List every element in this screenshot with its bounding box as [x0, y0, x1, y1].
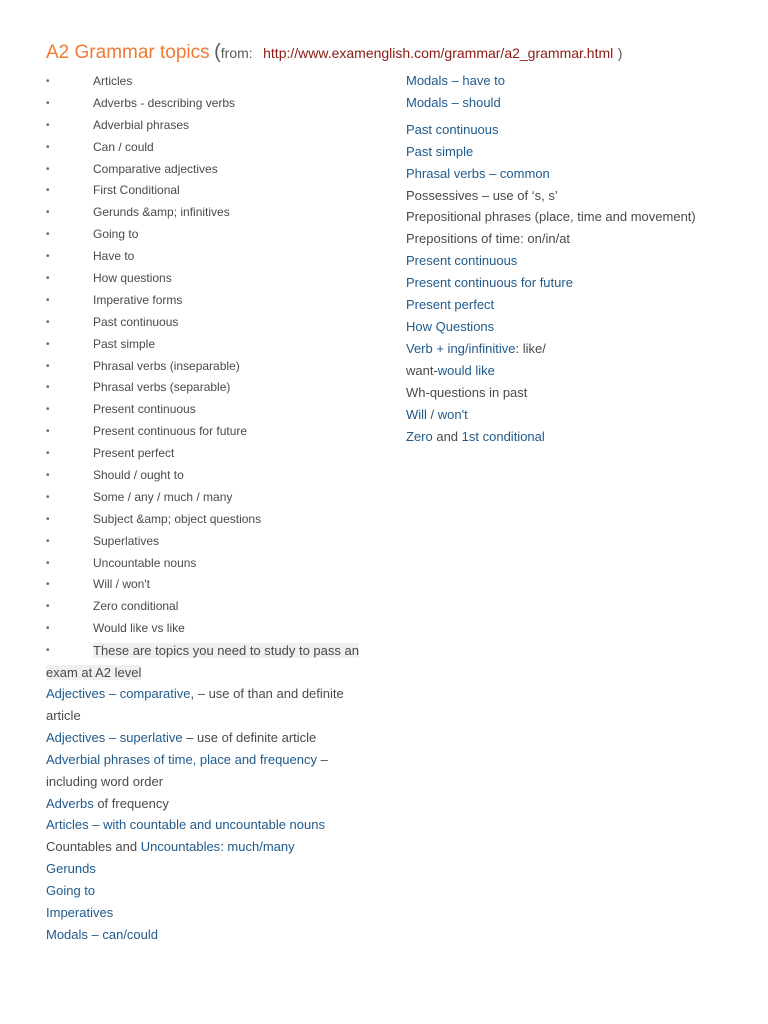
past-simple-link[interactable]: Past simple — [406, 143, 474, 159]
bullet-item — [46, 224, 366, 246]
bullet-item — [46, 487, 366, 509]
bullet-icon: • — [46, 97, 50, 109]
adverbial-phrases-link[interactable]: Adverbial phrases of time, place and frequency — [46, 751, 317, 767]
bullet-icon: • — [46, 141, 50, 153]
bullet-item — [46, 356, 366, 378]
bullet-item — [46, 115, 366, 137]
present-perfect-link[interactable]: Present perfect — [406, 297, 495, 313]
bullet-text: Present perfect — [93, 446, 175, 461]
phrasal-verbs-common-link[interactable]: Phrasal verbs – common — [406, 165, 550, 181]
bullet-icon: • — [46, 273, 50, 285]
bullet-text: Going to — [93, 227, 139, 242]
bullet-text: Imperative forms — [93, 292, 183, 307]
articles-link[interactable]: Articles – with countable and uncountable nouns — [46, 817, 325, 833]
adjectives-superlative-link[interactable]: Adjectives – superlative — [46, 729, 183, 745]
bullet-icon: • — [46, 557, 50, 569]
title-text: A2 Grammar topics — [46, 42, 210, 63]
bullet-item — [46, 137, 366, 159]
bullet-text: Can / could — [93, 139, 154, 154]
topic-bullet-list — [46, 71, 366, 640]
possessives-text: Possessives – use of ‘s, s’ — [406, 187, 558, 203]
bullet-item — [46, 202, 366, 224]
bullet-icon: • — [46, 645, 50, 656]
bullet-item — [46, 618, 366, 640]
wh-questions-past-text: Wh-questions in past — [406, 384, 528, 400]
bullet-item — [46, 443, 366, 465]
bullet-icon: • — [46, 513, 50, 525]
bullet-item — [46, 246, 366, 268]
modals-should-link[interactable]: Modals – should — [406, 94, 501, 110]
adverbial-phrases-note: including word order — [46, 773, 164, 789]
bullet-icon: • — [46, 470, 50, 482]
bullet-icon: • — [46, 579, 50, 591]
bullet-item — [46, 290, 366, 312]
will-wont-link[interactable]: Will / won't — [406, 406, 468, 422]
would-like-link[interactable]: would like — [437, 362, 495, 378]
bullet-item — [46, 553, 366, 575]
bullet-icon: • — [46, 535, 50, 547]
close-paren: ) — [617, 45, 623, 61]
bullet-item — [46, 531, 366, 553]
bullet-icon: • — [46, 338, 50, 350]
intro-note — [46, 640, 366, 684]
adjectives-superlative-note: – use of definite article — [182, 729, 317, 745]
and-text: and — [432, 428, 462, 444]
bullet-icon: • — [46, 251, 50, 263]
colon-text: : — [220, 839, 228, 855]
uncountables-link[interactable]: Uncountables — [140, 839, 221, 855]
bullet-icon: • — [46, 601, 50, 613]
bullet-icon: • — [46, 360, 50, 372]
gerunds-link[interactable]: Gerunds — [46, 861, 96, 877]
bullet-item — [46, 574, 366, 596]
bullet-item — [46, 312, 366, 334]
bullet-text: Past simple — [93, 336, 156, 351]
present-continuous-future-link[interactable]: Present continuous for future — [406, 275, 573, 291]
bullet-text: Comparative adjectives — [93, 161, 218, 176]
bullet-item — [46, 377, 366, 399]
bullet-text: First Conditional — [93, 183, 180, 198]
past-continuous-link[interactable]: Past continuous — [406, 121, 499, 137]
first-conditional-link[interactable]: 1st conditional — [461, 428, 545, 444]
present-continuous-link[interactable]: Present continuous — [406, 253, 518, 269]
bullet-text: Have to — [93, 249, 135, 264]
bullet-item — [46, 596, 366, 618]
zero-conditional-link[interactable]: Zero — [406, 428, 433, 444]
going-to-link[interactable]: Going to — [46, 883, 96, 899]
bullet-text: Subject &amp; object questions — [93, 511, 262, 526]
bullet-icon: • — [46, 207, 50, 219]
bullet-icon: • — [46, 448, 50, 460]
bullet-text: Should / ought to — [93, 468, 184, 483]
bullet-text: Present continuous — [93, 402, 196, 417]
verb-ing-note: : like/ — [515, 340, 546, 356]
intro-line-2: exam at A2 level — [46, 665, 142, 680]
bullet-text: Adverbial phrases — [93, 117, 190, 132]
right-link-list — [406, 70, 746, 447]
bullet-icon: • — [46, 623, 50, 635]
adjectives-comparative-note-2: article — [46, 707, 81, 723]
bullet-item — [46, 71, 366, 93]
modals-can-could-link[interactable]: Modals – can/could — [46, 926, 159, 942]
bullet-icon: • — [46, 382, 50, 394]
bullet-text: Phrasal verbs (separable) — [93, 380, 231, 395]
bullet-item — [46, 268, 366, 290]
bullet-item — [46, 93, 366, 115]
bullet-text: Uncountable nouns — [93, 555, 197, 570]
open-paren: ( — [214, 41, 221, 63]
adverbial-phrases-dash: – — [317, 751, 328, 767]
bullet-icon: • — [46, 119, 50, 131]
bullet-icon: • — [46, 404, 50, 416]
imperatives-link[interactable]: Imperatives — [46, 905, 114, 921]
bullet-item — [46, 465, 366, 487]
countables-text: Countables and — [46, 839, 141, 855]
bullet-text: Gerunds &amp; infinitives — [93, 205, 230, 220]
verb-ing-infinitive-link[interactable]: Verb + ing/infinitive — [406, 340, 516, 356]
adverbs-link[interactable]: Adverbs — [46, 795, 94, 811]
bullet-icon: • — [46, 294, 50, 306]
bullet-icon: • — [46, 316, 50, 328]
bullet-text: Past continuous — [93, 314, 179, 329]
prepositions-of-time-text: Prepositions of time: on/in/at — [406, 231, 571, 247]
bullet-text: Will / won't — [93, 577, 150, 592]
bullet-icon: • — [46, 426, 50, 438]
bullet-text: Would like vs like — [93, 621, 185, 636]
bullet-text: Zero conditional — [93, 599, 179, 614]
bullet-item — [46, 159, 366, 181]
bullet-icon: • — [46, 76, 50, 87]
bullet-text: Phrasal verbs (inseparable) — [93, 358, 240, 373]
adverbs-note: of frequency — [93, 795, 169, 811]
bullet-item — [46, 180, 366, 202]
prepositional-phrases-text: Prepositional phrases (place, time and movement) — [406, 209, 696, 225]
bullet-text: Superlatives — [93, 533, 160, 548]
bullet-text: Present continuous for future — [93, 424, 248, 439]
page-title — [46, 41, 622, 64]
modals-have-to-link[interactable]: Modals – have to — [406, 73, 506, 88]
bullet-icon: • — [46, 185, 50, 197]
adjectives-comparative-note: , – use of than and definite — [190, 686, 344, 701]
bullet-text: Articles — [93, 74, 133, 88]
bullet-item — [46, 334, 366, 356]
bullet-item — [46, 399, 366, 421]
from-label: from: — [220, 45, 253, 61]
bullet-icon: • — [46, 163, 50, 175]
bullet-item — [46, 421, 366, 443]
adjectives-comparative-link[interactable]: Adjectives – comparative — [46, 686, 191, 701]
bullet-text: Some / any / much / many — [93, 489, 233, 504]
want-text: want- — [406, 362, 438, 378]
much-many-link[interactable]: much/many — [227, 839, 295, 855]
bullet-icon: • — [46, 229, 50, 241]
source-url-link[interactable]: http://www.examenglish.com/grammar/a2_grammar.html — [263, 45, 614, 61]
bullet-item — [46, 509, 366, 531]
bullet-icon: • — [46, 491, 50, 503]
bullet-text: How questions — [93, 271, 172, 286]
how-questions-link[interactable]: How Questions — [406, 318, 495, 334]
bullet-text: Adverbs - describing verbs — [93, 95, 236, 110]
intro-line-1: These are topics you need to study to pass an — [93, 643, 359, 658]
left-link-list — [46, 683, 356, 946]
